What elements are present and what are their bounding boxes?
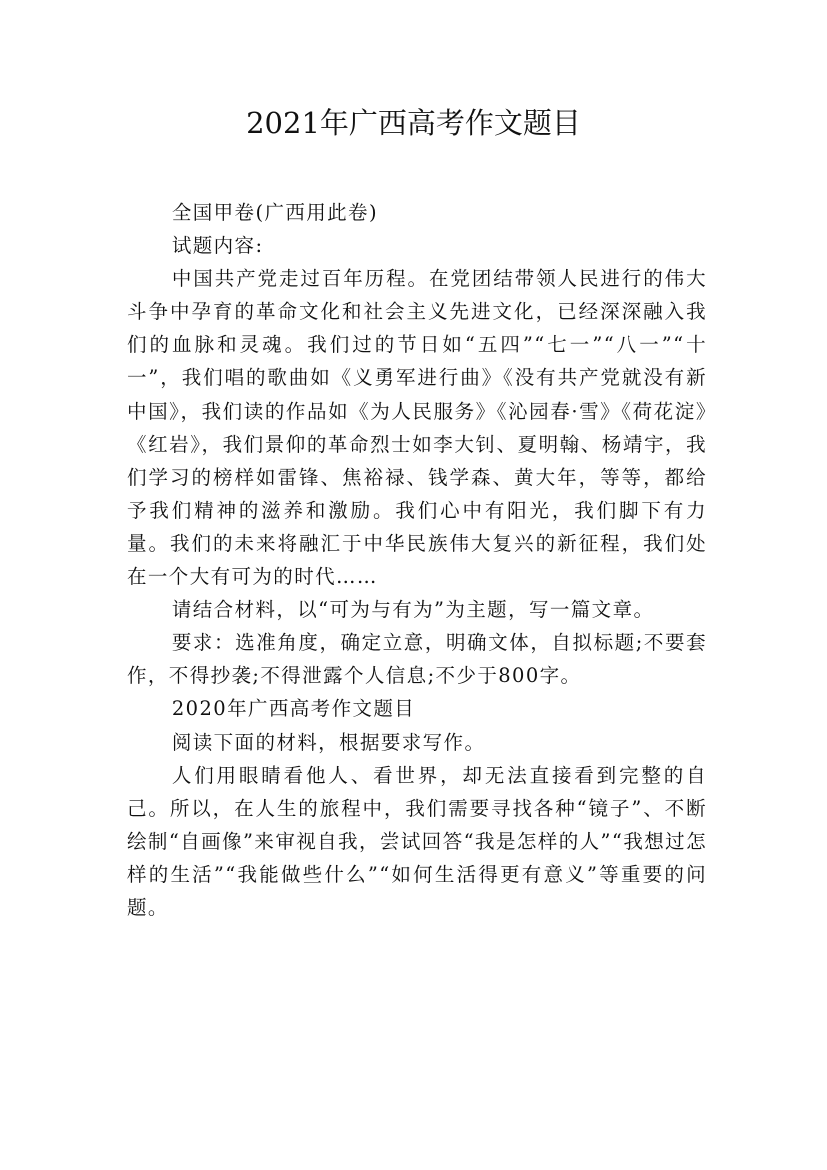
paragraph-heading-2020: 2020年广西高考作文题目	[171, 697, 416, 721]
paragraph-exam-paper: 全国甲卷(广西用此卷)	[171, 201, 378, 224]
paragraph-task-2021: 请结合材料，以“可为与有为”为主题，写一篇文章。	[171, 598, 655, 622]
paragraph-requirements: 要求：选准角度，确定立意，明确文体，自拟标题;不要套作，不得抄袭;不得泄露个人信息;不少于800字。	[127, 631, 707, 688]
document-title: 2021年广西高考作文题目	[246, 106, 581, 140]
paragraph-instruction-2020: 阅读下面的材料，根据要求写作。	[171, 730, 486, 754]
document-body	[127, 196, 707, 924]
paragraph-material-2021: 中国共产党走过百年历程。在党团结带领人民进行的伟大斗争中孕育的革命文化和社会主义先进文化，已经深深融入我们的血脉和灵魂。我们过的节日如“五四”“七一”“八一”“十一”，我们唱的歌曲如《义勇军进行曲》《没有共产党就没有新中国》，我们读的作品如《为人民服务》《沁园春·雪》《荷花淀》《红岩》，我们景仰的革命烈士如李大钊、夏明翰、杨靖宇，我们学习的榜样如雷锋、焦裕禄、钱学森、黄大年，等等，都给予我们精神的滋养和激励。我们心中有阳光，我们脚下有力量。我们的未来将融汇于中华民族伟大复兴的新征程，我们处在一个大有可为的时代……	[127, 267, 707, 589]
paragraph-material-2020: 人们用眼睛看他人、看世界，却无法直接看到完整的自己。所以，在人生的旅程中，我们需要寻找各种“镜子”、不断绘制“自画像”来审视自我，尝试回答“我是怎样的人”“我想过怎样的生活”“我能做些什么”“如何生活得更有意义”等重要的问题。	[127, 763, 707, 919]
paragraph-prompt-label: 试题内容:	[171, 234, 264, 258]
